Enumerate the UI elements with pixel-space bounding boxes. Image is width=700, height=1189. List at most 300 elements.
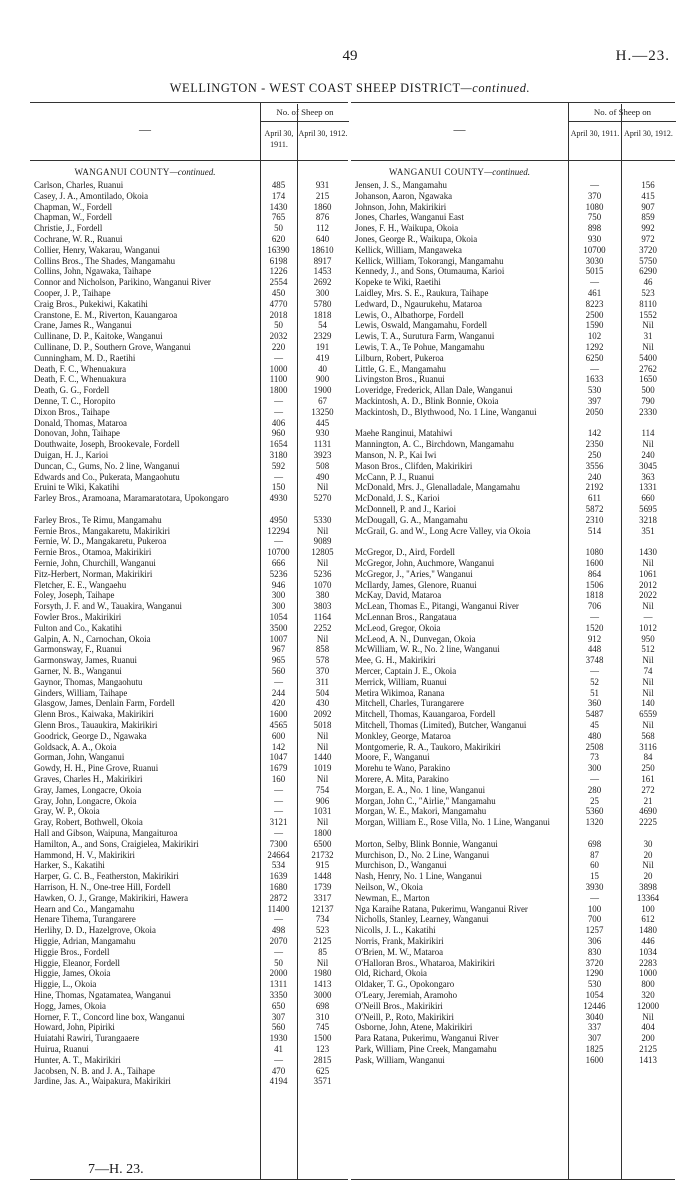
holder-name: Kellick, William, Mangaweka — [355, 244, 462, 255]
sheep-1912: 930 — [315, 428, 330, 439]
table-row — [351, 763, 675, 773]
table-row — [30, 482, 348, 492]
holder-name: Montgomerie, R. A., Taukoro, Makirikiri — [355, 741, 501, 752]
table-row — [351, 796, 675, 806]
sheep-1912: 320 — [641, 990, 655, 1000]
table-row — [351, 601, 675, 611]
table-row — [351, 882, 675, 892]
sheep-1911: 470 — [271, 1065, 286, 1076]
sheep-1911: 24664 — [267, 849, 290, 860]
table-row — [30, 569, 348, 579]
sheep-1911: 100 — [587, 903, 602, 914]
sheep-1912: 30 — [643, 838, 653, 849]
county-heading — [351, 167, 568, 177]
sheep-1911: 700 — [587, 914, 602, 925]
sheep-1912: 5750 — [639, 255, 657, 266]
table-row — [351, 590, 675, 600]
holder-name: Ginders, William, Taihape — [34, 687, 128, 698]
sheep-1911: — — [590, 180, 599, 190]
holder-name: Kopeke te Wiki, Raetihi — [355, 277, 441, 288]
holder-name: McLean, Thomas E., Pitangi, Wanganui River — [355, 601, 519, 612]
sheep-1911: 1818 — [585, 590, 604, 601]
sheep-1912: 300 — [315, 288, 330, 298]
sheep-1911: 698 — [587, 838, 602, 849]
holder-name: Gowdy, H. H., Pine Grove, Ruanui — [34, 763, 159, 774]
sheep-1911: 244 — [271, 687, 286, 698]
holder-name: Glenn Bros., Tauaukira, Makirikiri — [34, 720, 158, 730]
table-row — [351, 1055, 675, 1065]
table-row — [30, 234, 348, 244]
table-row — [351, 569, 675, 579]
sheep-1911: 60 — [590, 860, 599, 871]
sheep-1911: 485 — [271, 180, 286, 190]
table-row — [351, 202, 675, 212]
holder-name: Edwards and Co., Pukerata, Mangaohutu — [34, 471, 180, 482]
holder-name: McIlardy, James, Glenore, Ruanui — [355, 579, 477, 590]
sheep-1912: Nil — [316, 774, 329, 784]
holder-name: Fernie, John, Churchill, Wanganui — [34, 558, 156, 568]
holder-name: Duncan, C., Gums, No. 2 line, Wanganui — [34, 460, 180, 471]
table-row — [30, 580, 348, 590]
sheep-1912: Nil — [642, 558, 654, 568]
sheep-1912: Nil — [642, 439, 654, 450]
table-row — [30, 958, 348, 968]
sheep-1912: 40 — [318, 363, 327, 374]
sheep-1911: 160 — [271, 774, 286, 784]
table-row — [351, 364, 675, 374]
table-row — [30, 601, 348, 611]
sheep-1912: 3317 — [313, 892, 332, 903]
sheep-1911: 307 — [271, 1011, 286, 1022]
holder-name: Nash, Henry, No. 1 Line, Wanganui — [355, 871, 482, 882]
holder-name: Oldaker, T. G., Opokongaro — [355, 979, 455, 990]
holder-name: Cochrane, W. R., Ruanui — [34, 234, 123, 244]
sheep-1911: 930 — [587, 234, 602, 244]
holder-name: Glasgow, James, Denlain Farm, Fordell — [34, 698, 175, 709]
table-row — [30, 914, 348, 924]
holder-name: Hine, Thomas, Ngatamatea, Wanganui — [34, 990, 171, 1000]
sheep-1911: 620 — [271, 234, 286, 244]
holder-name: Neilson, W., Okoia — [355, 882, 423, 892]
sheep-1912: 2125 — [313, 936, 332, 946]
sheep-1911: 448 — [587, 644, 602, 655]
holder-name: Collins Bros., The Shades, Mangamahu — [34, 255, 176, 266]
header-year-1911: April 30, 1911. — [568, 122, 621, 160]
sheep-1912: Nil — [642, 676, 654, 687]
sheep-1911: 1054 — [585, 990, 604, 1000]
sheep-1911: 4930 — [269, 493, 288, 504]
sheep-1912: 156 — [641, 180, 655, 190]
sheep-1912: 5018 — [313, 720, 332, 730]
table-row — [351, 191, 675, 201]
sheep-1912: 123 — [315, 1044, 330, 1054]
holder-name: Murchison, D., Wanganui — [355, 860, 447, 871]
holder-name: Morgan, William E., Rose Villa, No. 1 Line, Wanganui — [355, 817, 550, 828]
sheep-1911: 1930 — [269, 1033, 288, 1044]
table-row — [351, 353, 675, 363]
table-row — [351, 1012, 675, 1022]
sheep-1911: 12294 — [267, 525, 290, 536]
header-year-1911: April 30, 1911. — [260, 122, 297, 160]
sheep-1912: 900 — [315, 374, 330, 385]
holder-name: Jacobsen, N. B. and J. A., Taihape — [34, 1065, 155, 1076]
sheep-1912: 1131 — [313, 439, 332, 450]
table-row — [351, 256, 675, 266]
table-row — [351, 644, 675, 654]
holder-name: Cooper, J. P., Taihape — [34, 288, 111, 298]
sheep-1912: 1552 — [639, 309, 657, 320]
sheep-1911: 3040 — [585, 1011, 604, 1022]
sheep-1911: 142 — [587, 428, 602, 439]
sheep-1911: 1320 — [585, 817, 604, 828]
table-row — [30, 342, 348, 352]
sheep-1911: 600 — [271, 730, 286, 741]
sheep-1911: — — [274, 406, 283, 417]
table-row — [351, 580, 675, 590]
table-row — [30, 288, 348, 298]
sheep-1911: 2032 — [269, 331, 288, 342]
sheep-1911: 73 — [590, 752, 599, 763]
table-row — [351, 428, 675, 438]
sheep-1911: 2310 — [585, 514, 604, 525]
sheep-1911: 1639 — [269, 871, 288, 882]
holder-name: Harker, S., Kakatihi — [34, 860, 105, 871]
sheep-1912: 1440 — [313, 752, 332, 763]
sheep-1911: 6198 — [269, 255, 288, 266]
holder-name: McLennan Bros., Rangataua — [355, 612, 457, 622]
sheep-1911: 50 — [274, 320, 283, 331]
title-suffix: —continued. — [460, 81, 531, 95]
sheep-1912: 13364 — [636, 892, 660, 903]
sheep-1911: 1311 — [269, 979, 288, 990]
holder-name: Collier, Henry, Wakarau, Wanganui — [34, 244, 160, 255]
table-row — [30, 979, 348, 989]
table-row — [30, 536, 348, 546]
sheep-1911: 3720 — [585, 957, 604, 968]
sheep-1912: 84 — [643, 752, 653, 763]
table-row — [351, 526, 675, 536]
table-row — [351, 958, 675, 968]
table-row — [30, 990, 348, 1000]
holder-name: Eruini te Wiki, Kakatihi — [34, 482, 120, 493]
sheep-1912: 2762 — [639, 363, 657, 374]
sheep-1911: 370 — [587, 190, 602, 201]
sheep-1912: 380 — [315, 590, 330, 601]
sheep-1911: 1047 — [269, 752, 288, 763]
sheep-1912: Nil — [642, 687, 654, 698]
holder-name: Park, William, Pine Creek, Mangamahu — [355, 1044, 497, 1054]
table-row — [351, 904, 675, 914]
table-row — [30, 320, 348, 330]
table-row — [351, 774, 675, 784]
sheep-1911: — — [274, 828, 283, 838]
sheep-1912: 2692 — [313, 277, 332, 288]
sheep-1912: 568 — [641, 730, 655, 741]
holder-name: Forsyth, J. F. and W., Tauakira, Wanganui — [34, 601, 182, 612]
table-row — [30, 461, 348, 471]
sheep-1911: — — [590, 277, 599, 288]
sheep-1912: 2225 — [639, 817, 657, 828]
holder-name: Old, Richard, Okoia — [355, 968, 427, 979]
sheep-1912: 734 — [315, 914, 330, 925]
sheep-1912: 1031 — [313, 806, 332, 817]
holder-name: Nga Karaihe Ratana, Pukerimu, Wanganui River — [355, 903, 528, 914]
sheep-1911: 534 — [271, 860, 286, 871]
table-row — [30, 1044, 348, 1054]
table-row — [30, 472, 348, 482]
sheep-1912: 114 — [641, 428, 655, 439]
sheep-1912: 1034 — [639, 946, 657, 957]
sheep-1911: 280 — [587, 784, 602, 795]
sheep-1912: 12000 — [636, 1000, 660, 1011]
sheep-1912: 915 — [315, 860, 330, 871]
sheep-1911: 765 — [271, 212, 286, 223]
sheep-1911: 300 — [271, 590, 286, 601]
table-row — [30, 644, 348, 654]
sheep-1912: 46 — [643, 277, 653, 288]
sheep-1912: 1000 — [639, 968, 657, 979]
sheep-1911: 3030 — [585, 255, 604, 266]
holder-name: Morgan, E. A., No. 1 line, Wanganui — [355, 784, 486, 795]
header-year-1912: April 30, 1912. — [297, 122, 348, 160]
sheep-1911: 41 — [274, 1044, 283, 1054]
table-row — [30, 828, 348, 838]
right-column — [351, 102, 675, 1180]
sheep-1911: — — [274, 471, 283, 482]
holder-name: Mitchell, Thomas, Kauangaroa, Fordell — [355, 709, 496, 720]
sheep-1911: 174 — [271, 190, 286, 201]
holder-name: Johanson, Aaron, Ngawaka — [355, 190, 453, 201]
table-row — [30, 256, 348, 266]
sheep-1911: 5360 — [585, 806, 604, 817]
holder-name: Mitchell, Charles, Turangarere — [355, 698, 464, 709]
sheep-1911: — — [274, 914, 283, 925]
table-row — [351, 785, 675, 795]
sheep-1912: 1070 — [313, 579, 332, 590]
sheep-1911: 102 — [587, 331, 602, 342]
holder-name: Goldsack, A. A., Okoia — [34, 741, 117, 752]
holder-name: Douthwaite, Joseph, Brookevale, Fordell — [34, 439, 180, 450]
sheep-1912: 446 — [641, 936, 655, 946]
table-row — [30, 180, 348, 190]
sheep-1912: — — [643, 612, 653, 622]
holder-name: Cranstone, E. M., Riverton, Kauangaroa — [34, 309, 178, 320]
sheep-1911: 560 — [271, 666, 286, 676]
holder-name: Donald, Thomas, Mataroa — [34, 417, 128, 428]
table-row — [30, 428, 348, 438]
table-body — [351, 161, 675, 1180]
sheep-1912: 191 — [315, 342, 330, 352]
holder-name: Gaynor, Thomas, Mangaohutu — [34, 676, 143, 687]
table-body — [30, 161, 348, 1180]
holder-name: Morgan, John C., "Airlie," Mangamahu — [355, 795, 496, 806]
holder-name: Higgie, L., Okoia — [34, 979, 97, 990]
holder-name: Kellick, William, Tokorangi, Mangamahu — [355, 255, 504, 266]
table-row — [351, 504, 675, 514]
holder-name: Norris, Frank, Makirikiri — [355, 936, 444, 946]
sheep-1911: 1290 — [585, 968, 604, 979]
table-row — [351, 893, 675, 903]
sheep-1912: 2815 — [313, 1054, 332, 1065]
sheep-1911: 1257 — [585, 925, 604, 936]
sheep-1911: 1430 — [269, 201, 288, 212]
holder-name: Lilburn, Robert, Pukeroa — [355, 352, 444, 363]
sheep-1912: 240 — [641, 450, 655, 460]
sheep-1911: 52 — [590, 676, 599, 687]
sheep-1912: 1900 — [313, 385, 332, 396]
sheep-1911: 4950 — [269, 514, 288, 525]
sheep-1912: 859 — [641, 212, 655, 223]
table-row — [30, 547, 348, 557]
sheep-1911: 450 — [271, 288, 286, 298]
left-column — [30, 102, 348, 1180]
table-row — [351, 1044, 675, 1054]
sheep-1911: 2554 — [269, 277, 288, 288]
sheep-1912: 5236 — [313, 568, 332, 579]
sheep-1911: 2872 — [269, 892, 288, 903]
table-row — [30, 774, 348, 784]
table-row — [351, 266, 675, 276]
sheep-1912: 5780 — [313, 298, 332, 309]
sheep-1911: 25 — [590, 795, 599, 806]
sheep-1912: 698 — [315, 1000, 330, 1011]
sheep-1911: 51 — [590, 687, 599, 698]
holder-name: Mackintosh, A. D., Blink Bonnie, Okoia — [355, 396, 499, 406]
sheep-1912: Nil — [642, 601, 654, 612]
sheep-1912: 3923 — [313, 450, 332, 460]
sheep-1912: 100 — [641, 903, 655, 914]
sheep-1911: 830 — [587, 946, 602, 957]
sheep-1911: 3180 — [269, 450, 288, 460]
table-row — [351, 731, 675, 741]
table-row — [30, 266, 348, 276]
sheep-1912: 419 — [315, 352, 330, 363]
sheep-1911: 1080 — [585, 547, 604, 558]
sheep-1911: 2050 — [585, 406, 604, 417]
table-row — [351, 515, 675, 525]
holder-name: Fitz-Herbert, Norman, Makirikiri — [34, 568, 153, 579]
holder-name: Mason Bros., Clifden, Makirikiri — [355, 460, 473, 471]
sheep-1912: 85 — [318, 946, 327, 957]
holder-name: Higgie, James, Okoia — [34, 968, 111, 979]
holder-name: McGregor, J., "Aries," Wanganui — [355, 568, 473, 579]
sheep-1912: 250 — [641, 763, 655, 774]
table-row — [351, 342, 675, 352]
table-row — [351, 936, 675, 946]
holder-name: Carlson, Charles, Ruanui — [34, 180, 124, 190]
sheep-1911: 50 — [274, 223, 283, 234]
sheep-1912: 9089 — [313, 536, 332, 547]
table-row — [351, 396, 675, 406]
sheep-1912: 790 — [641, 396, 655, 406]
holder-name: Newman, E., Marton — [355, 892, 430, 903]
sheep-1912: 415 — [641, 190, 655, 201]
sheep-1912: 74 — [643, 666, 653, 676]
table-row — [30, 374, 348, 384]
sheep-1912: 2329 — [313, 331, 332, 342]
table-row — [351, 688, 675, 698]
table-row — [351, 990, 675, 1000]
table-row — [30, 623, 348, 633]
table-row — [30, 558, 348, 568]
holder-name: O'Leary, Jeremiah, Aramoho — [355, 990, 458, 1000]
sheep-1911: 1600 — [585, 558, 604, 568]
sheep-1911: 1100 — [269, 374, 288, 385]
table-row — [351, 385, 675, 395]
holder-name: Morgan, W. E., Makori, Mangamahu — [355, 806, 487, 817]
holder-name: Collins, John, Ngawaka, Taihape — [34, 266, 152, 277]
sheep-1912: Nil — [642, 1011, 654, 1022]
sheep-1912: 907 — [641, 201, 655, 212]
table-row — [351, 720, 675, 730]
holder-name: Lewis, O., Albathorpe, Fordell — [355, 309, 464, 320]
holder-name: Osborne, John, Atene, Makirikiri — [355, 1022, 473, 1033]
sheep-1911: 1506 — [585, 579, 604, 590]
holder-name: McGregor, D., Aird, Fordell — [355, 547, 455, 558]
table-row — [351, 752, 675, 762]
sheep-1911: 306 — [587, 936, 602, 946]
table-row — [351, 850, 675, 860]
sheep-1911: 4770 — [269, 298, 288, 309]
table-row — [30, 634, 348, 644]
table-header — [30, 103, 348, 161]
sheep-1912: 1164 — [313, 612, 332, 622]
table-row — [30, 1033, 348, 1043]
holder-name: Gray, W. P., Okoia — [34, 806, 100, 817]
sheep-1912: 5270 — [313, 493, 332, 504]
sheep-1912: 6290 — [639, 266, 657, 277]
sheep-1911: 2192 — [585, 482, 604, 493]
sheep-1912: 800 — [641, 979, 655, 990]
holder-name: Hall and Gibson, Waipuna, Mangaituroa — [34, 828, 178, 838]
holder-name: Livingston Bros., Ruanui — [355, 374, 445, 385]
sheep-1911: 8223 — [585, 298, 604, 309]
table-row — [351, 374, 675, 384]
holder-name: O'Neill Bros., Makirikiri — [355, 1000, 443, 1011]
sheep-1912: 906 — [315, 795, 330, 806]
sheep-1912: 21 — [643, 795, 653, 806]
table-row — [351, 806, 675, 816]
sheep-1911: 592 — [271, 460, 286, 471]
table-row — [351, 234, 675, 244]
table-row — [30, 310, 348, 320]
sheep-1911: 45 — [590, 720, 599, 730]
sheep-1912: 445 — [315, 417, 330, 428]
sheep-1912: 5695 — [639, 504, 657, 514]
table-row — [30, 1076, 348, 1086]
table-row — [351, 968, 675, 978]
holder-name: Mee, G. H., Makirikiri — [355, 655, 436, 666]
sheep-1911: 3748 — [585, 655, 604, 666]
table-row — [351, 655, 675, 665]
sheep-1912: 3898 — [639, 882, 657, 892]
sheep-1911: — — [274, 1054, 283, 1065]
sheep-1911: 650 — [271, 1000, 286, 1011]
holder-name: Ledward, D., Ngaurukehu, Mataroa — [355, 298, 482, 309]
sheep-1912: 1818 — [313, 309, 332, 320]
table-row — [351, 320, 675, 330]
sheep-1912: Nil — [316, 817, 329, 828]
holder-name: Donovan, John, Taihape — [34, 428, 120, 439]
holder-name: Harper, G. C. B., Featherston, Makirikiri — [34, 871, 179, 882]
sheep-1912: 2252 — [313, 622, 332, 633]
report-reference: H.—23. — [615, 48, 670, 64]
table-row — [30, 439, 348, 449]
table-row — [30, 850, 348, 860]
sheep-1911: 1600 — [585, 1054, 604, 1065]
holder-name: Galpin, A. N., Carnochan, Okoia — [34, 633, 151, 644]
holder-name: Higgie, Eleanor, Fordell — [34, 957, 120, 968]
